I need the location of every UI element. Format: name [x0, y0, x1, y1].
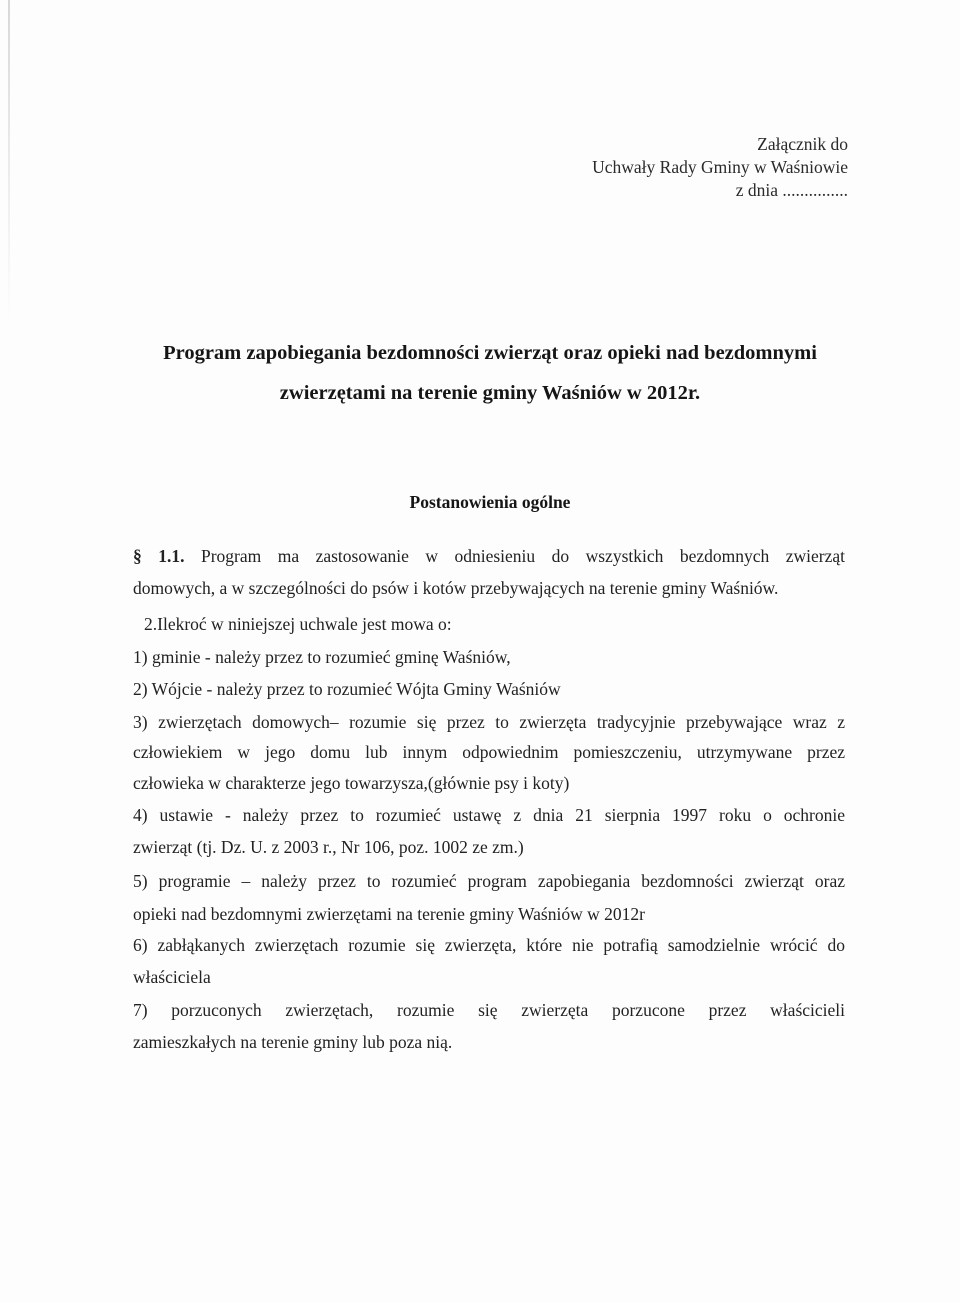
definition-item-2: 2) Wójcie - należy przez to rozumieć Wójta Gminy Waśniów — [133, 679, 561, 699]
definition-item-3-line-1: 3) zwierzętach domowych– rozumie się przez to zwierzęta tradycyjnie przebywające wraz z — [133, 712, 845, 732]
resolution-date: z dnia ............... — [735, 180, 848, 200]
definition-item-3-line-2: człowiekiem w jego domu lub innym odpowiednim pomieszczeniu, utrzymywane przez — [133, 742, 845, 762]
definition-item-4-line-2: zwierząt (tj. Dz. U. z 2003 r., Nr 106, poz. 1002 ze zm.) — [133, 837, 524, 857]
definition-item-5-line-2: opieki nad bezdomnymi zwierzętami na terenie gminy Waśniów w 2012r — [133, 904, 645, 924]
definition-item-1: 1) gminie - należy przez to rozumieć gminę Waśniów, — [133, 647, 511, 667]
definition-item-7-line-2: zamieszkałych na terenie gminy lub poza nią. — [133, 1032, 453, 1052]
definition-item-3-line-3: człowieka w charakterze jego towarzysza,(głównie psy i koty) — [133, 773, 570, 793]
definition-item-6-line-1: 6) zabłąkanych zwierzętach rozumie się zwierzęta, które nie potrafią samodzielnie wrócić do — [133, 935, 845, 955]
document-title-line-2: zwierzętami na terenie gminy Waśniów w 2012r. — [279, 382, 701, 404]
paragraph-1-line-2: domowych, a w szczególności do psów i kotów przebywających na terenie gminy Waśniów. — [133, 578, 779, 598]
paragraph-1-text: Program ma zastosowanie w odniesieniu do wszystkich bezdomnych zwierząt — [200, 546, 846, 566]
resolution-reference: Uchwały Rady Gminy w Waśniowie — [592, 157, 848, 177]
paragraph-number: 1.1. — [158, 546, 185, 566]
section-heading: Postanowienia ogólne — [409, 492, 571, 512]
paragraph-2-intro: 2.Ilekroć w niniejszej uchwale jest mowa o: — [144, 614, 452, 634]
definition-item-5-line-1: 5) programie – należy przez to rozumieć program zapobiegania bezdomności zwierząt oraz — [133, 871, 845, 891]
paragraph-1-line-1 — [133, 544, 845, 568]
attachment-label: Załącznik do — [757, 134, 848, 154]
document-title-line-1: Program zapobiegania bezdomności zwierząt oraz opieki nad bezdomnymi — [163, 342, 817, 364]
definition-item-4-line-1: 4) ustawie - należy przez to rozumieć ustawę z dnia 21 sierpnia 1997 roku o ochronie — [133, 805, 845, 825]
paragraph-symbol: § — [133, 546, 142, 566]
definition-item-7-line-1: 7) porzuconych zwierzętach, rozumie się zwierzęta porzucone przez właścicieli — [133, 1000, 845, 1020]
definition-item-6-line-2: właściciela — [133, 967, 211, 987]
scan-edge-shadow — [8, 0, 10, 320]
attachment-header — [592, 133, 848, 202]
